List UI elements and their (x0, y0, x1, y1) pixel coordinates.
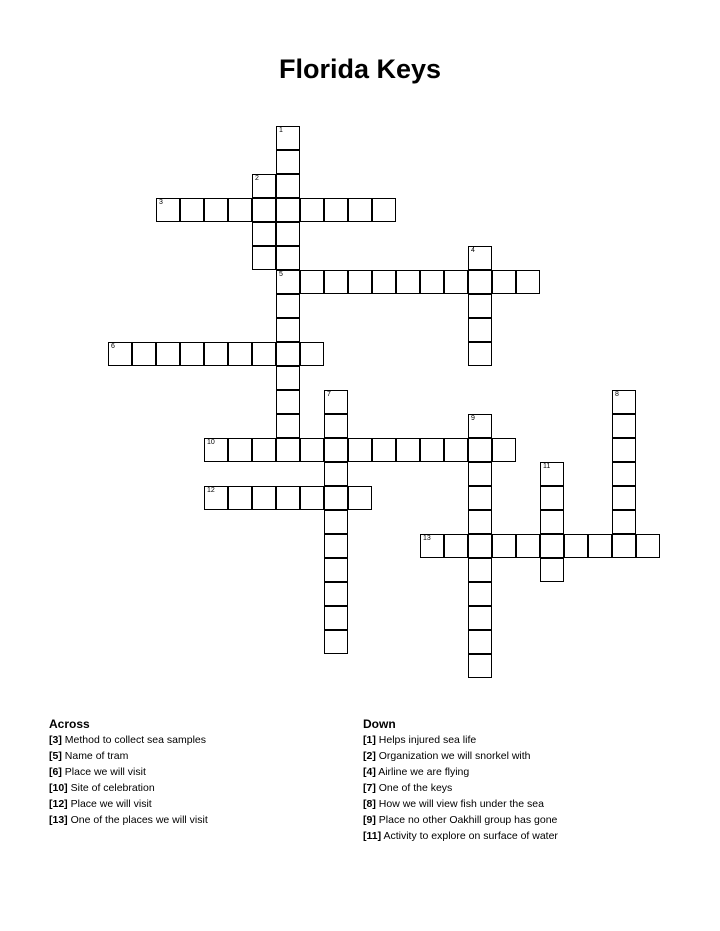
crossword-cell[interactable] (300, 198, 324, 222)
clue-item (49, 764, 329, 780)
clue-item (49, 796, 329, 812)
crossword-cell[interactable] (276, 126, 300, 150)
clue-item (49, 732, 329, 748)
clue-number-label: 13 (423, 535, 431, 542)
crossword-cell[interactable] (276, 270, 300, 294)
crossword-cell[interactable] (132, 342, 156, 366)
clue-item (363, 812, 663, 828)
crossword-cell[interactable] (276, 174, 300, 198)
clue-text: Place we will visit (64, 766, 146, 778)
clue-number-label: 11 (543, 463, 551, 470)
crossword-cell[interactable] (540, 486, 564, 510)
crossword-cell[interactable] (540, 510, 564, 534)
clue-number-label: 6 (111, 343, 115, 350)
clue-number-label: 7 (327, 391, 331, 398)
crossword-cell[interactable] (324, 510, 348, 534)
clue-item (363, 796, 663, 812)
clue-number: [8] (363, 798, 376, 810)
crossword-cell[interactable] (276, 438, 300, 462)
crossword-cell[interactable] (588, 534, 612, 558)
crossword-cell[interactable] (468, 342, 492, 366)
crossword-cell[interactable] (324, 462, 348, 486)
crossword-cell[interactable] (276, 390, 300, 414)
clue-text: Name of tram (64, 750, 129, 762)
crossword-cell[interactable] (468, 246, 492, 270)
crossword-cell[interactable] (324, 606, 348, 630)
clue-number: [7] (363, 782, 376, 794)
crossword-cell[interactable] (300, 342, 324, 366)
crossword-cell[interactable] (108, 342, 132, 366)
crossword-cell[interactable] (180, 198, 204, 222)
crossword-cell[interactable] (204, 198, 228, 222)
clue-number-label: 1 (279, 127, 283, 134)
clue-number: [9] (363, 814, 376, 826)
clue-item (363, 764, 663, 780)
crossword-cell[interactable] (468, 582, 492, 606)
clue-item (49, 812, 329, 828)
crossword-cell[interactable] (252, 222, 276, 246)
crossword-cell[interactable] (228, 198, 252, 222)
clue-text: Activity to explore on surface of water (383, 830, 558, 842)
crossword-cell[interactable] (420, 270, 444, 294)
page-title: Florida Keys (278, 54, 442, 84)
crossword-cell[interactable] (228, 438, 252, 462)
crossword-cell[interactable] (276, 198, 300, 222)
clue-number: [5] (49, 750, 62, 762)
crossword-cell[interactable] (300, 438, 324, 462)
crossword-cell[interactable] (468, 318, 492, 342)
clue-number: [3] (49, 734, 62, 746)
crossword-cell[interactable] (444, 270, 468, 294)
clue-number: [13] (49, 814, 68, 826)
crossword-cell[interactable] (204, 486, 228, 510)
crossword-cell[interactable] (276, 366, 300, 390)
clue-number-label: 3 (159, 199, 163, 206)
crossword-cell[interactable] (276, 294, 300, 318)
down-heading: Down (363, 717, 396, 731)
crossword-cell[interactable] (468, 630, 492, 654)
crossword-cell[interactable] (324, 270, 348, 294)
crossword-cell[interactable] (372, 438, 396, 462)
crossword-cell[interactable] (324, 630, 348, 654)
crossword-cell[interactable] (612, 462, 636, 486)
crossword-cell[interactable] (252, 438, 276, 462)
clue-number-label: 4 (471, 247, 475, 254)
clue-number-label: 5 (279, 271, 283, 278)
clue-text: Method to collect sea samples (64, 734, 207, 746)
clue-number: [12] (49, 798, 68, 810)
crossword-cell[interactable] (276, 150, 300, 174)
crossword-cell[interactable] (468, 654, 492, 678)
clue-number: [2] (363, 750, 376, 762)
clue-item (363, 732, 663, 748)
crossword-cell[interactable] (324, 558, 348, 582)
crossword-cell[interactable] (492, 270, 516, 294)
crossword-cell[interactable] (492, 534, 516, 558)
clue-text: Site of celebration (70, 782, 155, 794)
crossword-cell[interactable] (372, 198, 396, 222)
crossword-cell[interactable] (516, 270, 540, 294)
clue-number: [1] (363, 734, 376, 746)
crossword-cell[interactable] (348, 198, 372, 222)
clue-number: [4] (363, 766, 376, 778)
crossword-cell[interactable] (348, 270, 372, 294)
crossword-cell[interactable] (276, 486, 300, 510)
crossword-cell[interactable] (252, 486, 276, 510)
crossword-cell[interactable] (204, 438, 228, 462)
crossword-cell[interactable] (228, 486, 252, 510)
crossword-cell[interactable] (324, 438, 348, 462)
crossword-cell[interactable] (468, 558, 492, 582)
crossword-cell[interactable] (492, 438, 516, 462)
crossword-cell[interactable] (612, 390, 636, 414)
crossword-cell[interactable] (276, 318, 300, 342)
clue-number-label: 12 (207, 487, 215, 494)
crossword-cell[interactable] (468, 438, 492, 462)
crossword-cell[interactable] (276, 222, 300, 246)
clue-item (363, 780, 663, 796)
clue-text: One of the keys (378, 782, 453, 794)
clue-number: [11] (363, 830, 382, 842)
crossword-cell[interactable] (420, 534, 444, 558)
crossword-cell[interactable] (252, 174, 276, 198)
crossword-cell[interactable] (348, 486, 372, 510)
crossword-cell[interactable] (324, 390, 348, 414)
clue-text: How we will view fish under the sea (378, 798, 544, 810)
clue-text: Place no other Oakhill group has gone (378, 814, 558, 826)
clue-text: Organization we will snorkel with (378, 750, 531, 762)
crossword-cell[interactable] (324, 582, 348, 606)
crossword-cell[interactable] (252, 342, 276, 366)
crossword-cell[interactable] (540, 534, 564, 558)
clue-number-label: 2 (255, 175, 259, 182)
crossword-cell[interactable] (276, 342, 300, 366)
crossword-cell[interactable] (324, 198, 348, 222)
crossword-cell[interactable] (180, 342, 204, 366)
crossword-cell[interactable] (156, 342, 180, 366)
crossword-cell[interactable] (348, 438, 372, 462)
clue-item (363, 748, 663, 764)
crossword-cell[interactable] (636, 534, 660, 558)
across-heading: Across (49, 717, 90, 731)
crossword-cell[interactable] (468, 462, 492, 486)
clue-number-label: 9 (471, 415, 475, 422)
crossword-cell[interactable] (612, 414, 636, 438)
clue-item (363, 828, 663, 844)
crossword-cell[interactable] (468, 414, 492, 438)
crossword-cell[interactable] (324, 414, 348, 438)
crossword-cell[interactable] (468, 534, 492, 558)
crossword-cell[interactable] (372, 270, 396, 294)
crossword-cell[interactable] (612, 510, 636, 534)
crossword-cell[interactable] (540, 558, 564, 582)
clue-number: [6] (49, 766, 62, 778)
crossword-cell[interactable] (468, 270, 492, 294)
across-clues (49, 716, 329, 828)
crossword-cell[interactable] (516, 534, 540, 558)
crossword-cell[interactable] (420, 438, 444, 462)
clue-number-label: 8 (615, 391, 619, 398)
crossword-cell[interactable] (564, 534, 588, 558)
clue-number-label: 10 (207, 439, 215, 446)
crossword-cell[interactable] (252, 246, 276, 270)
crossword-cell[interactable] (468, 294, 492, 318)
crossword-cell[interactable] (396, 270, 420, 294)
crossword-cell[interactable] (540, 462, 564, 486)
crossword-cell[interactable] (252, 198, 276, 222)
crossword-cell[interactable] (276, 246, 300, 270)
clue-text: Airline we are flying (378, 766, 470, 778)
clue-text: Place we will visit (70, 798, 152, 810)
crossword-cell[interactable] (444, 438, 468, 462)
crossword-cell[interactable] (612, 486, 636, 510)
crossword-cell[interactable] (396, 438, 420, 462)
crossword-cell[interactable] (468, 486, 492, 510)
crossword-cell[interactable] (468, 510, 492, 534)
crossword-cell[interactable] (612, 438, 636, 462)
crossword-cell[interactable] (276, 414, 300, 438)
crossword-cell[interactable] (204, 342, 228, 366)
crossword-cell[interactable] (324, 486, 348, 510)
clue-item (49, 780, 329, 796)
clue-text: One of the places we will visit (70, 814, 208, 826)
clue-item (49, 748, 329, 764)
crossword-cell[interactable] (300, 486, 324, 510)
crossword-cell[interactable] (444, 534, 468, 558)
crossword-cell[interactable] (324, 534, 348, 558)
crossword-cell[interactable] (228, 342, 252, 366)
clue-text: Helps injured sea life (378, 734, 477, 746)
crossword-cell[interactable] (300, 270, 324, 294)
down-clues (363, 716, 663, 844)
crossword-cell[interactable] (612, 534, 636, 558)
crossword-cell[interactable] (156, 198, 180, 222)
clue-number: [10] (49, 782, 68, 794)
crossword-cell[interactable] (468, 606, 492, 630)
